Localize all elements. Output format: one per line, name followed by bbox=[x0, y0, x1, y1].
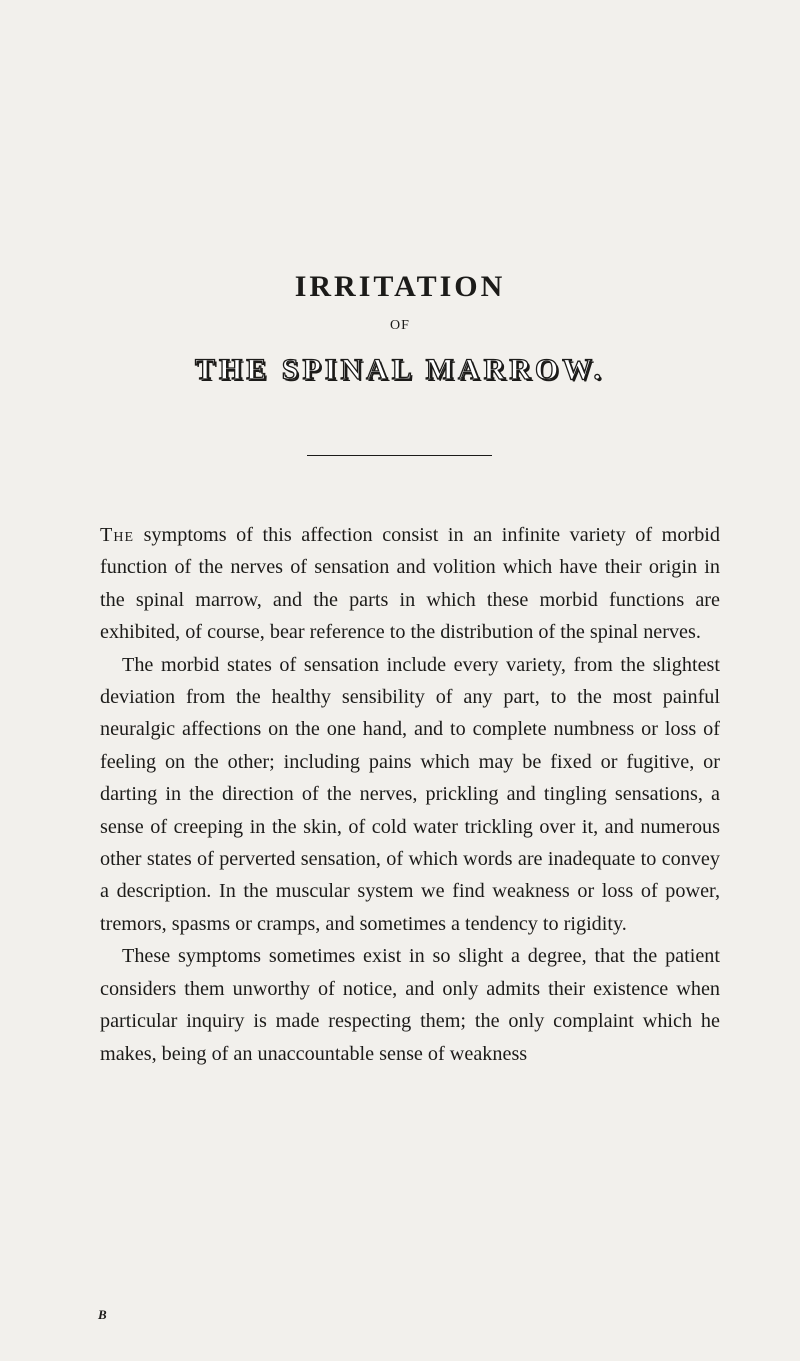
paragraph-1-text: symptoms of this affection consist in an infinite variety of morbid function of the nerves of sensation and volition which have their origin in the spinal marrow, and the parts in which these morbid functions are exhibited, of course, bear reference to the distribution of the spinal nerves. bbox=[100, 524, 720, 644]
paragraph-2: The morbid states of sensation include every variety, from the slightest deviation from the healthy sensibility of any part, to the most painful neuralgic affections on the one hand, and to complete numbness or loss of feeling on the other; including pains which may be fixed or fugitive, or darting in the direction of the nerves, prickling and tingling sensations, a sense of creeping in the skin, of cold water trickling over it, and numerous other states of perverted sensation, of which words are inadequate to convey a description. In the muscular system we find weakness or loss of power, tremors, spasms or cramps, and sometimes a tendency to rigidity. bbox=[100, 653, 720, 935]
body-text bbox=[100, 519, 720, 1070]
paragraph-3: These symptoms sometimes exist in so slight a degree, that the patient considers them unworthy of notice, and only admits their existence when particular inquiry is made respecting them; the only complaint which he makes, being of an unaccountable sense of weakness bbox=[100, 945, 720, 1065]
lead-word: The bbox=[100, 524, 134, 546]
signature-mark: B bbox=[98, 1307, 107, 1322]
title-rule bbox=[307, 455, 492, 456]
title-connector: OF bbox=[390, 318, 410, 333]
paragraph-1 bbox=[100, 519, 720, 649]
chapter-subtitle: THE SPINAL MARROW. bbox=[194, 353, 606, 386]
chapter-title: IRRITATION bbox=[294, 270, 506, 303]
